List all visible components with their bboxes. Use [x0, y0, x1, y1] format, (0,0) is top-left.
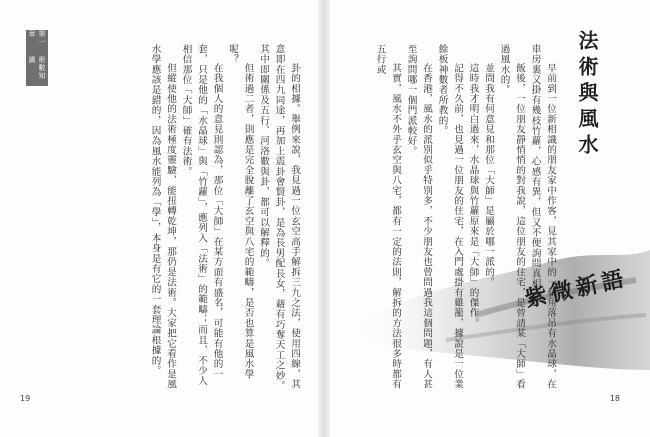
calligraphy-logo: 紫微新語 [522, 265, 630, 313]
paragraph: 並問我有何意見和那位「大師」是屬於哪一派的。 [483, 63, 494, 288]
paragraph: 記得不久前，也見過一位朋友的住宅，在入門處掛有雞籠，據說是一位業餘板神數者所教的。 [436, 44, 463, 390]
chapter-heading: 法術與風水 [575, 30, 599, 160]
right-page [326, 0, 650, 437]
paragraph: 這時我才明白過來，水晶球與竹蘿原來是「大師」的傑作。 [467, 63, 479, 329]
chapter-tab [26, 30, 48, 86]
paragraph: 卦的相據。舉例來說，我見過一位玄空高手解拆三九之法，使用四線，其意即在四九同途，再加上震卦會賢卦，是為長男配長女，藉有巧奪天工之妙。其中即關係及五行、河洛數與卦，都可以解釋的。 [258, 44, 300, 391]
paragraph: 早前到一位新相識的朋友家中作客，見其家中的一個角落吊有水晶球，在車房裏又掛有幾枝竹蘿，心感有異，但又不便詢問真相。 [529, 44, 556, 390]
paragraph: 但術過二者，則應是完全脫離了玄空與八宅的範疇，是否也算是風水學呢？ [227, 44, 254, 380]
page-number-left: 19 [20, 394, 31, 403]
paragraph: 其實，風水不外乎玄空與八宅，都有一定的法則，解拆的方法很多時都有五行或 [374, 44, 401, 390]
paragraph: 飯後，一位朋友靜悄悄的對我說，這位朋友的住宅，是曾請某「大師」看過風水的。 [498, 44, 525, 390]
paragraph: 但縱使他的法術極度靈驗，能扭轉乾坤，那仍是法術。大家把它看作是風水學應該是錯的，因為風水能列為「學」，本身是有它的一套理論根據的。 [149, 44, 176, 390]
paragraph: 在我個人的意見則認為，那位「大師」在某方面有盛名，可能有他的一套，只是他的「水晶球」與「竹蘿」，應列入「法術」的範疇；而且，不少人相信那位「大師」確有法術。 [180, 44, 223, 386]
left-page [0, 0, 322, 437]
right-page-body [372, 44, 558, 394]
left-page-body [147, 44, 302, 394]
chapter-number: 第一章 [28, 30, 46, 46]
chapter-title: 術數知識 [28, 56, 46, 81]
paragraph: 在香港，風水的派別似乎特別多，不少朋友也曾問過我這個問題，有人甚至詢問哪一個門派較好。 [405, 44, 432, 390]
page-number-right: 18 [609, 394, 620, 403]
